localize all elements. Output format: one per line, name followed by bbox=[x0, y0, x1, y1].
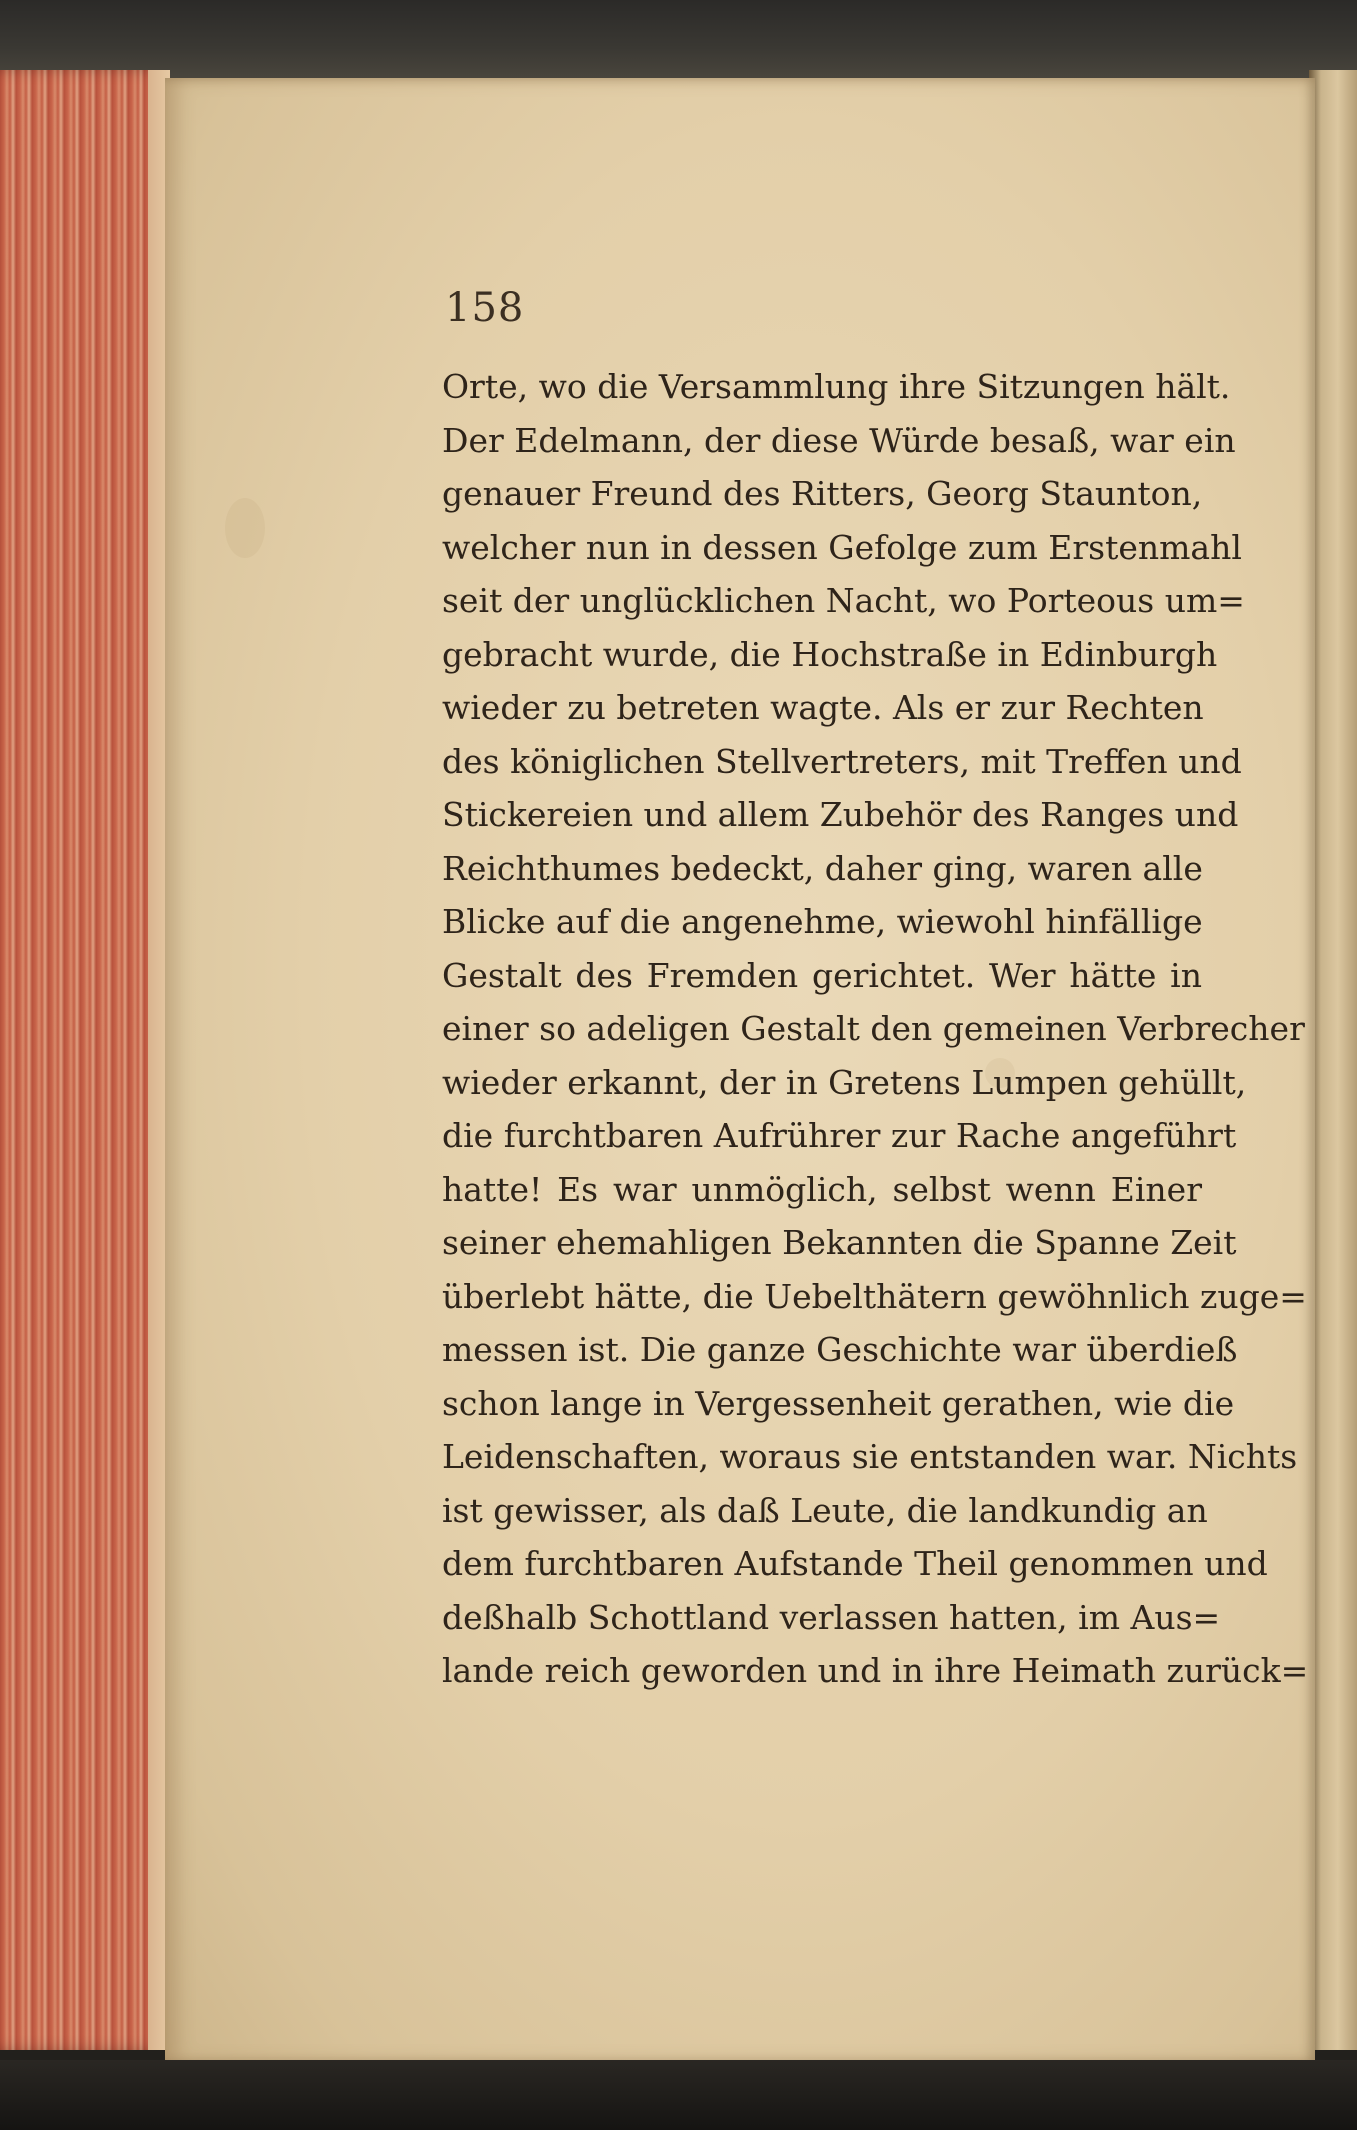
text-line: Reichthumes bedeckt, daher ging, waren alle bbox=[442, 848, 1203, 888]
text-line: hatte! Es war unmöglich, selbst wenn Einer bbox=[442, 1169, 1202, 1209]
page-edges-left bbox=[0, 70, 170, 2050]
text-line: lande reich geworden und in ihre Heimath zurück= bbox=[442, 1651, 1309, 1690]
text-line: Der Edelmann, der diese Würde besaß, war ein bbox=[442, 420, 1236, 460]
text-line: wieder erkannt, der in Gretens Lumpen gehüllt, bbox=[442, 1062, 1247, 1102]
text-line: Blicke auf die angenehme, wiewohl hinfällige bbox=[442, 902, 1203, 941]
text-line: dem furchtbaren Aufstande Theil genommen und bbox=[442, 1544, 1268, 1583]
page-number: 158 bbox=[445, 285, 525, 331]
text-line: Stickereien und allem Zubehör des Ranges und bbox=[442, 795, 1239, 834]
text-line: deßhalb Schottland verlassen hatten, im Aus= bbox=[442, 1597, 1221, 1637]
text-line: Leidenschaften, woraus sie entstanden war. Nichts bbox=[442, 1437, 1298, 1476]
text-line: Orte, wo die Versammlung ihre Sitzungen hält. bbox=[442, 367, 1231, 406]
next-page-edge bbox=[1309, 70, 1357, 2050]
text-line: schon lange in Vergessenheit gerathen, wie die bbox=[442, 1383, 1235, 1423]
text-line: wieder zu betreten wagte. Als er zur Rechten bbox=[442, 688, 1204, 727]
binding-bottom-strip bbox=[0, 2060, 1357, 2130]
paper-stain bbox=[225, 498, 265, 558]
text-line: die furchtbaren Aufrührer zur Rache angeführt bbox=[442, 1116, 1237, 1155]
text-line: seiner ehemahligen Bekannten die Spanne Zeit bbox=[442, 1223, 1237, 1262]
text-line: gebracht wurde, die Hochstraße in Edinburgh bbox=[442, 634, 1218, 674]
binding-top-strip bbox=[0, 0, 1357, 80]
text-line: einer so adeligen Gestalt den gemeinen Verbrecher bbox=[442, 1009, 1305, 1048]
text-line: des königlichen Stellvertreters, mit Treffen und bbox=[442, 741, 1242, 781]
body-text bbox=[442, 360, 1309, 1698]
text-line: überlebt hätte, die Uebelthätern gewöhnlich zuge= bbox=[442, 1276, 1307, 1316]
text-line: ist gewisser, als daß Leute, die landkundig an bbox=[442, 1490, 1208, 1530]
text-line: Gestalt des Fremden gerichtet. Wer hätte in bbox=[442, 955, 1202, 995]
text-line: genauer Freund des Ritters, Georg Staunton, bbox=[442, 474, 1203, 513]
text-line: welcher nun in dessen Gefolge zum Erstenmahl bbox=[442, 527, 1242, 567]
text-line: seit der unglücklichen Nacht, wo Porteous um= bbox=[442, 581, 1245, 620]
text-line: messen ist. Die ganze Geschichte war überdieß bbox=[442, 1330, 1238, 1369]
